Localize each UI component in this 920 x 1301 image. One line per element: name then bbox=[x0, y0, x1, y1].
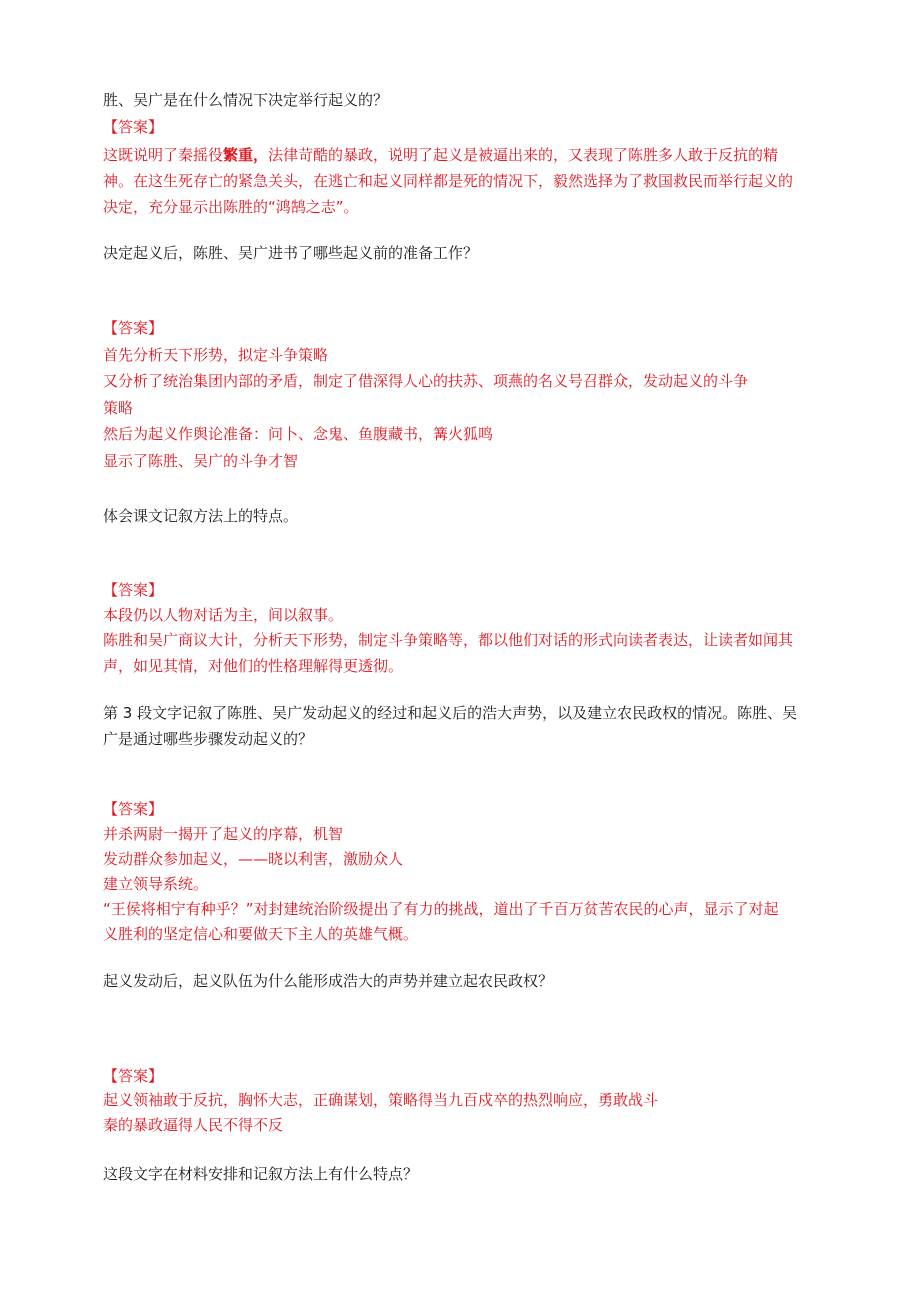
answer-text: 发动群众参加起义，——晓以利害，激励众人 bbox=[103, 850, 404, 868]
answer-text: 声，如见其情，对他们的性格理解得更透彻。 bbox=[103, 657, 404, 675]
question-text: 起义发动后，起义队伍为什么能形成浩大的声势并建立起农民政权？ bbox=[103, 972, 554, 990]
answer-text: “王侯将相宁有种乎？”对封建统治阶级提出了有力的挑战，道出了千百万贫苦农民的心声，显示了对起 bbox=[103, 900, 779, 918]
answer-text: 起义领袖敢于反抗，胸怀大志，正确谋划，策略得当九百戍卒的热烈响应，勇敢战斗 bbox=[103, 1091, 659, 1109]
answer-tag: 【答案】 bbox=[103, 1067, 164, 1085]
answer-text-emphasis: 繁重， bbox=[223, 146, 269, 164]
question-text: 这段文字在材料安排和记叙方法上有什么特点？ bbox=[103, 1165, 419, 1183]
question-text: 胜、吴广是在什么情况下决定举行起义的？ bbox=[103, 91, 389, 109]
answer-tag: 【答案】 bbox=[103, 800, 164, 818]
answer-text: 又分析了统治集团内部的矛盾，制定了借深得人心的扶苏、项燕的名义号召群众，发动起义的斗争 bbox=[103, 372, 749, 390]
answer-text: 策略 bbox=[103, 399, 134, 417]
answer-tag: 【答案】 bbox=[103, 581, 164, 599]
question-text: 体会课文记叙方法上的特点。 bbox=[103, 507, 299, 525]
answer-text: 秦的暴政逼得人民不得不反 bbox=[103, 1116, 284, 1134]
answer-text: 首先分析天下形势，拟定斗争策略 bbox=[103, 346, 329, 364]
question-text: 广是通过哪些步骤发动起义的？ bbox=[103, 730, 314, 748]
answer-text: 显示了陈胜、吴广的斗争才智 bbox=[103, 452, 299, 470]
answer-text: 陈胜和吴广商议大计，分析天下形势，制定斗争策略等，都以他们对话的形式向读者表达，让读者如闻其 bbox=[103, 631, 794, 649]
answer-tag: 【答案】 bbox=[103, 118, 164, 136]
answer-tag: 【答案】 bbox=[103, 319, 164, 337]
answer-text-part: 这既说明了秦摇役 bbox=[103, 146, 224, 164]
question-text: 决定起义后，陈胜、吴广进书了哪些起义前的准备工作？ bbox=[103, 244, 479, 262]
answer-text: 本段仍以人物对话为主，间以叙事。 bbox=[103, 606, 344, 624]
answer-text-part: 法律苛酷的暴政，说明了起义是被逼出来的，又表现了陈胜多人敢于反抗的精 bbox=[268, 146, 779, 164]
answer-text: 决定，充分显示出陈胜的“鸿鹄之志”。 bbox=[103, 198, 359, 216]
question-text: 第 3 段文字记叙了陈胜、吴广发动起义的经过和起义后的浩大声势，以及建立农民政权的情况。陈胜、吴 bbox=[103, 704, 798, 722]
answer-text: 神。在这生死存亡的紧急关头，在逃亡和起义同样都是死的情况下，毅然选择为了救国救民而举行起义的 bbox=[103, 172, 794, 190]
answer-text: 义胜利的坚定信心和要做天下主人的英雄气概。 bbox=[103, 925, 419, 943]
answer-text: 并杀两尉一揭开了起义的序幕，机智 bbox=[103, 825, 344, 843]
answer-text: 建立领导系统。 bbox=[103, 875, 209, 893]
answer-text: 然后为起义作舆论准备：问卜、念鬼、鱼腹藏书，篝火狐鸣 bbox=[103, 425, 494, 443]
answer-text bbox=[103, 142, 778, 168]
